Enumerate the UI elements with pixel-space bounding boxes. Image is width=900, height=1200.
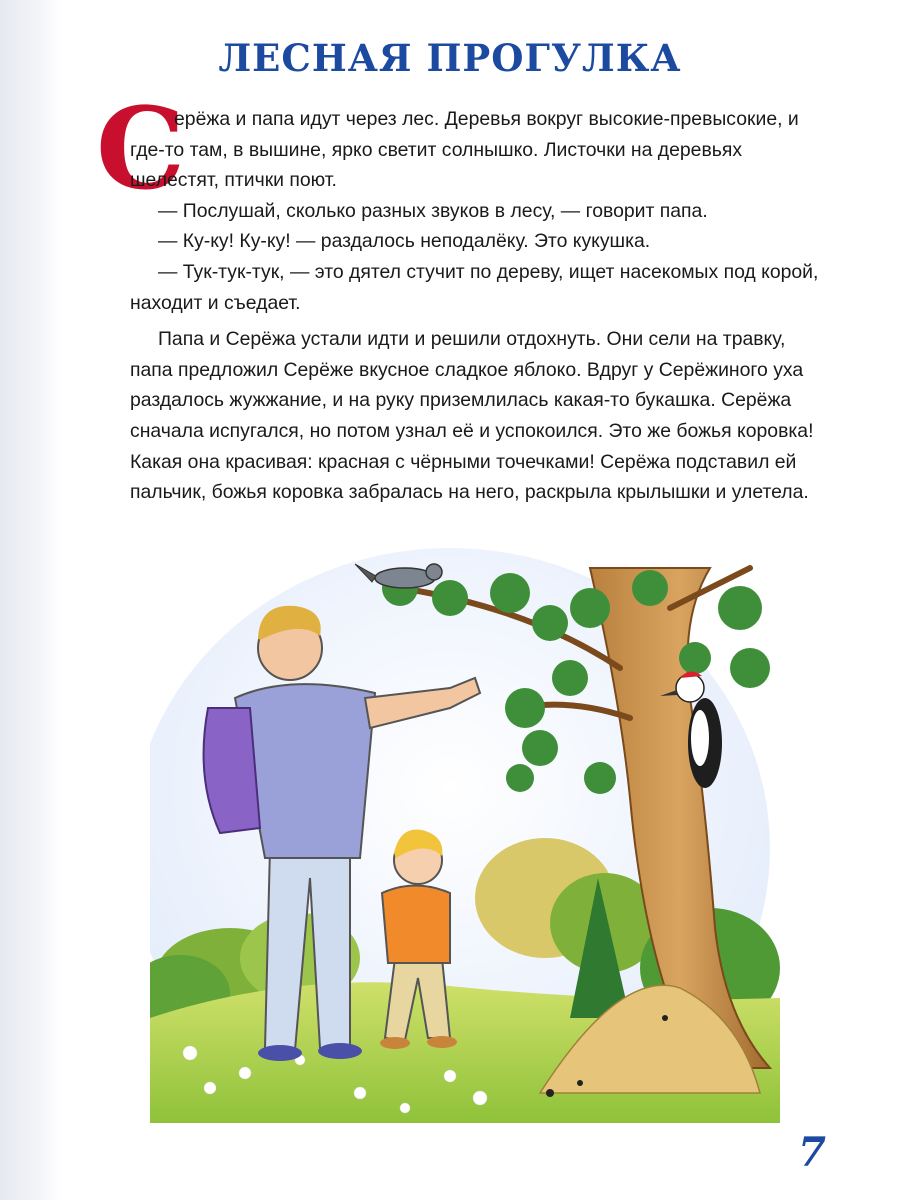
- page-number: 7: [798, 1129, 826, 1176]
- story-text: [130, 104, 830, 508]
- paragraph-2: — Послушай, сколько разных звуков в лесу, — говорит папа.: [158, 199, 708, 222]
- forest-walk-illustration: [150, 548, 780, 1123]
- paragraph-3: — Ку-ку! Ку-ку! — раздалось неподалёку. Это кукушка.: [158, 230, 651, 253]
- story-title: ЛЕСНАЯ ПРОГУЛКА: [218, 36, 682, 80]
- drop-cap-letter: С: [96, 84, 186, 215]
- book-spine-shadow: [0, 0, 62, 1200]
- paragraph-1: ерёжа и папа идут через лес. Деревья вокруг высокие-превысокие, и где-то там, в вышине, ярко светит солнышко. Листочки на деревьях шелестят, птички поют.: [130, 108, 799, 192]
- paragraph-4: — Тук-тук-тук, — это дятел стучит по дереву, ищет насекомых под корой, находит и съедает.: [130, 260, 819, 314]
- paragraph-5: Папа и Серёжа устали идти и решили отдохнуть. Они сели на травку, папа предложил Серёже вкусное сладкое яблоко. Вдруг у Серёжиного уха раздалось жужжание, и на руку приземлилась какая-то букашка. Серёжа сначала испугался, но потом узнал её и успокоился. Это же божья коровка! Какая она красивая: красная с чёрными точечками! Серёжа подставил ей пальчик, божья коровка забралась на него, раскрыла крылышки и улетела.: [130, 328, 814, 504]
